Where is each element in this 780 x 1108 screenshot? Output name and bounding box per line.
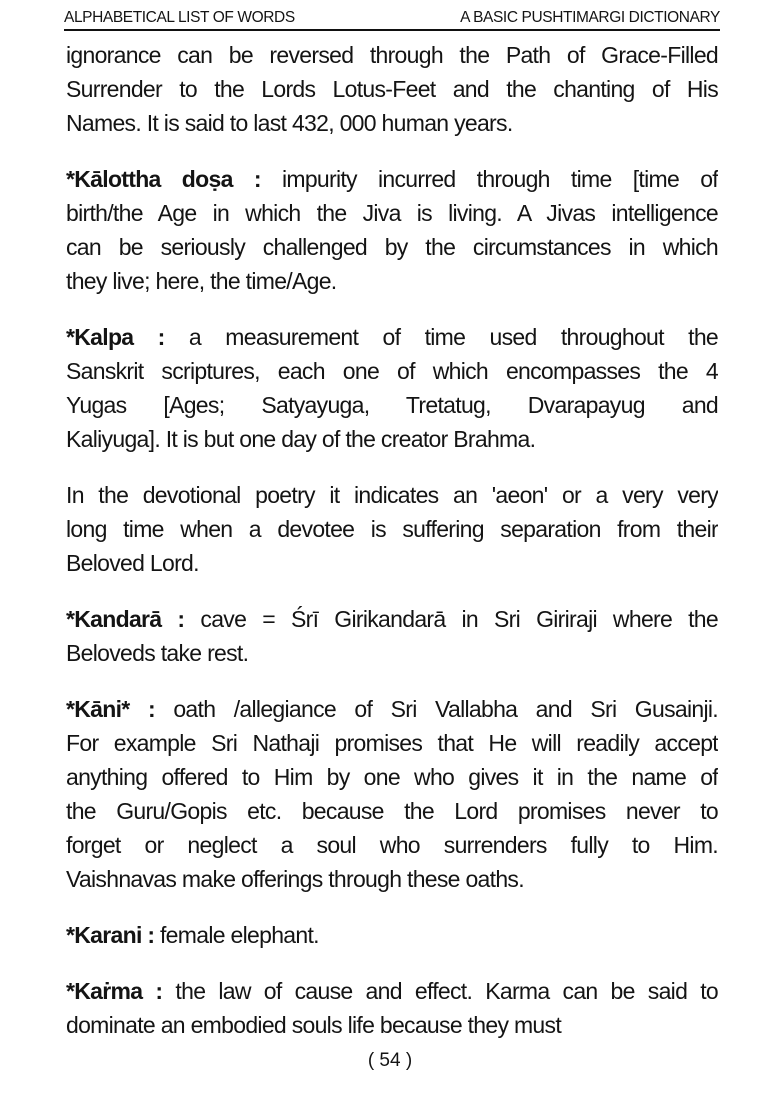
entry-term: *Karani :	[66, 922, 155, 948]
line-text: they live; here, the time/Age.	[66, 268, 337, 294]
line-text: Vaishnavas make offerings through these oaths.	[66, 866, 524, 892]
text-line	[66, 478, 718, 512]
text-line	[66, 38, 718, 72]
line-text: female elephant.	[154, 922, 319, 948]
header-section-title: ALPHABETICAL LIST OF WORDS	[64, 9, 295, 26]
line-text: birth/the Age in which the Jiva is living. A Jivas intelligence	[66, 200, 718, 226]
header-book-title: A BASIC PUSHTIMARGI DICTIONARY	[460, 9, 720, 26]
line-text: dominate an embodied souls life because they must	[66, 1012, 562, 1038]
text-line	[66, 512, 718, 546]
text-line	[66, 162, 718, 196]
text-line	[66, 72, 718, 106]
text-line	[66, 828, 718, 862]
page-number: ( 54 )	[367, 1050, 413, 1071]
line-text: impurity incurred through time [time of	[260, 166, 718, 192]
line-text: the law of cause and effect. Karma can be said to	[162, 978, 718, 1004]
text-line	[66, 320, 718, 354]
line-text: ignorance can be reversed through the Path of Grace-Filled	[66, 42, 718, 68]
line-text: Surrender to the Lords Lotus-Feet and the chanting of His	[66, 76, 718, 102]
line-text: Yugas [Ages; Satyayuga, Tretatug, Dvarapayug and	[66, 392, 718, 418]
text-line	[66, 388, 718, 422]
text-line	[66, 862, 718, 896]
line-text: long time when a devotee is suffering separation from their	[66, 516, 718, 542]
text-line	[66, 794, 718, 828]
entry-term: *Kāni* :	[66, 696, 155, 722]
text-line	[66, 692, 718, 726]
text-line	[66, 636, 718, 670]
text-line	[66, 354, 718, 388]
line-text: forget or neglect a soul who surrenders fully to Him.	[66, 832, 718, 858]
text-line	[66, 264, 718, 298]
entry-term: *Kaṙma :	[66, 978, 163, 1004]
dictionary-entry	[66, 918, 718, 952]
line-text: Names. It is said to last 432, 000 human years.	[66, 110, 513, 136]
entry-term: *Kalpa :	[66, 324, 165, 350]
text-line	[66, 106, 718, 140]
dictionary-entries	[66, 38, 718, 1064]
text-line	[66, 196, 718, 230]
line-text: For example Sri Nathaji promises that He will readily accept	[66, 730, 718, 756]
dictionary-entry	[66, 602, 718, 670]
text-line	[66, 546, 718, 580]
text-line	[66, 974, 718, 1008]
text-line	[66, 760, 718, 794]
line-text: anything offered to Him by one who gives it in the name of	[66, 764, 718, 790]
text-line	[66, 422, 718, 456]
dictionary-entry	[66, 320, 718, 456]
line-text: cave = Śrī Girikandarā in Sri Giriraji where the	[184, 606, 718, 632]
text-line	[66, 230, 718, 264]
line-text: Beloved Lord.	[66, 550, 199, 576]
text-paragraph	[66, 478, 718, 580]
entry-term: *Kandarā :	[66, 606, 185, 632]
dictionary-entry	[66, 974, 718, 1042]
text-paragraph	[66, 38, 718, 140]
text-line	[66, 918, 718, 952]
dictionary-entry	[66, 162, 718, 298]
running-header	[64, 5, 720, 31]
line-text: the Guru/Gopis etc. because the Lord promises never to	[66, 798, 718, 824]
text-line	[66, 726, 718, 760]
line-text: oath /allegiance of Sri Vallabha and Sri Gusainji.	[154, 696, 718, 722]
line-text: Beloveds take rest.	[66, 640, 249, 666]
line-text: a measurement of time used throughout the	[164, 324, 718, 350]
line-text: Sanskrit scriptures, each one of which encompasses the 4	[66, 358, 718, 384]
dictionary-entry	[66, 692, 718, 896]
text-line	[66, 1008, 718, 1042]
line-text: can be seriously challenged by the circumstances in which	[66, 234, 718, 260]
line-text: Kaliyuga]. It is but one day of the creator Brahma.	[66, 426, 536, 452]
text-line	[66, 602, 718, 636]
entry-term: *Kālottha doṣa :	[66, 166, 261, 192]
line-text: In the devotional poetry it indicates an 'aeon' or a very very	[66, 482, 718, 508]
